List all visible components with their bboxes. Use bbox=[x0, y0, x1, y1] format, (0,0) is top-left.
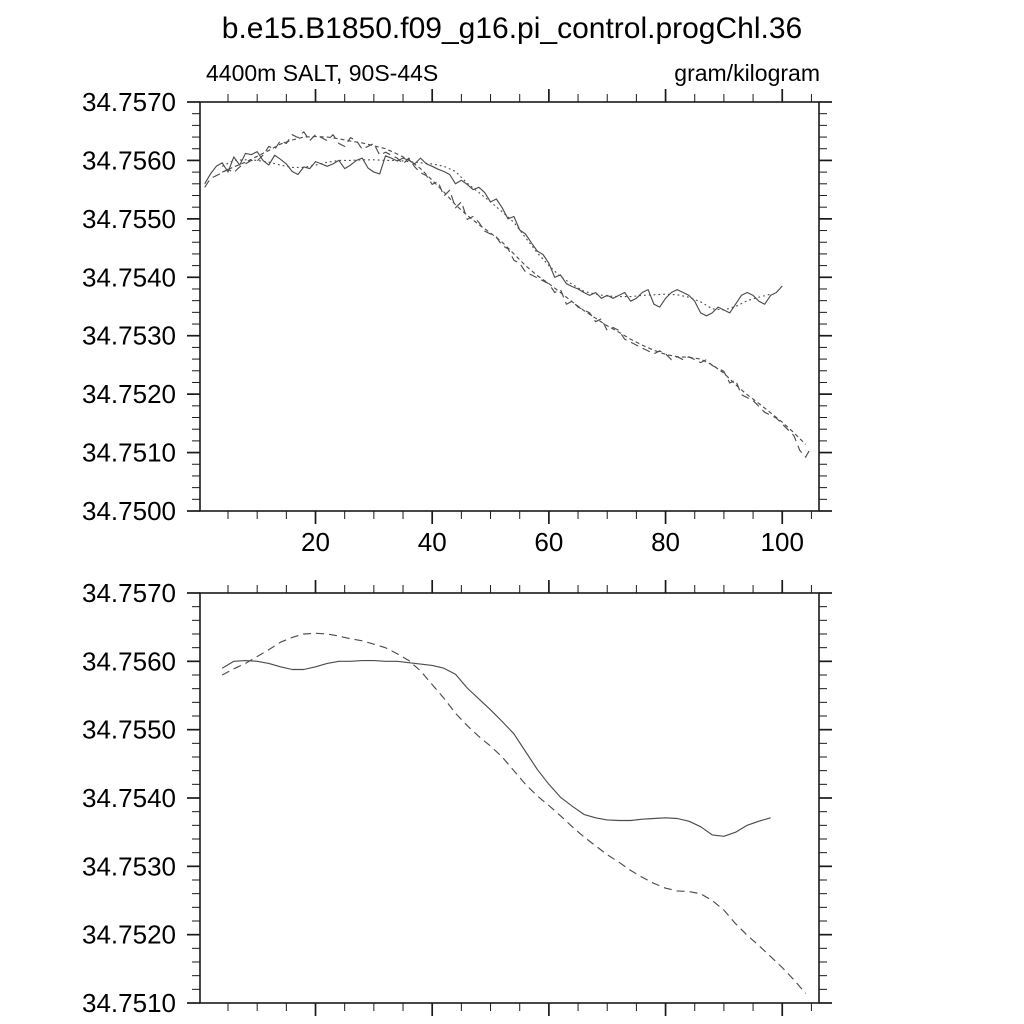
chart-units-label: gram/kilogram bbox=[674, 60, 820, 86]
top-run2-smoothed-curve bbox=[222, 137, 805, 445]
y-axis-label: 34.7520 bbox=[82, 919, 176, 950]
y-axis-label: 34.7530 bbox=[82, 851, 176, 882]
x-axis-label: 20 bbox=[301, 527, 330, 557]
y-axis-label: 34.7560 bbox=[82, 646, 176, 677]
x-axis-label: 100 bbox=[760, 527, 804, 557]
x-axis-label: 60 bbox=[534, 527, 564, 557]
x-axis-label: 40 bbox=[417, 527, 447, 557]
y-axis-label: 34.7540 bbox=[82, 783, 176, 813]
bottom-panel-frame bbox=[200, 593, 819, 1003]
top-run1-smoothed-curve bbox=[222, 160, 770, 310]
y-axis-label: 34.7510 bbox=[82, 988, 176, 1018]
y-axis-label: 34.7510 bbox=[82, 437, 176, 468]
y-axis-label: 34.7570 bbox=[82, 87, 176, 117]
y-axis-label: 34.7560 bbox=[82, 145, 176, 176]
chart-subtitle-left: 4400m SALT, 90S-44S bbox=[206, 60, 439, 86]
y-axis-label: 34.7520 bbox=[82, 379, 176, 410]
y-axis-label: 34.7550 bbox=[82, 203, 176, 234]
y-axis-label: 34.7530 bbox=[82, 320, 176, 351]
y-axis-label: 34.7540 bbox=[82, 262, 176, 293]
page-title: b.e15.B1850.f09_g16.pi_control.progChl.36 bbox=[221, 12, 803, 45]
top-run2-annual-mean-curve bbox=[205, 132, 812, 457]
top-run1-annual-mean-curve bbox=[205, 152, 783, 316]
y-axis-label: 34.7550 bbox=[82, 714, 176, 745]
y-axis-label: 34.7500 bbox=[82, 496, 176, 526]
y-axis-label: 34.7570 bbox=[82, 578, 176, 608]
bottom-run1-smoothed-curve bbox=[222, 661, 770, 837]
x-axis-label: 80 bbox=[651, 527, 681, 557]
bottom-run2-smoothed-curve bbox=[222, 633, 805, 993]
top-panel-frame bbox=[200, 102, 819, 511]
